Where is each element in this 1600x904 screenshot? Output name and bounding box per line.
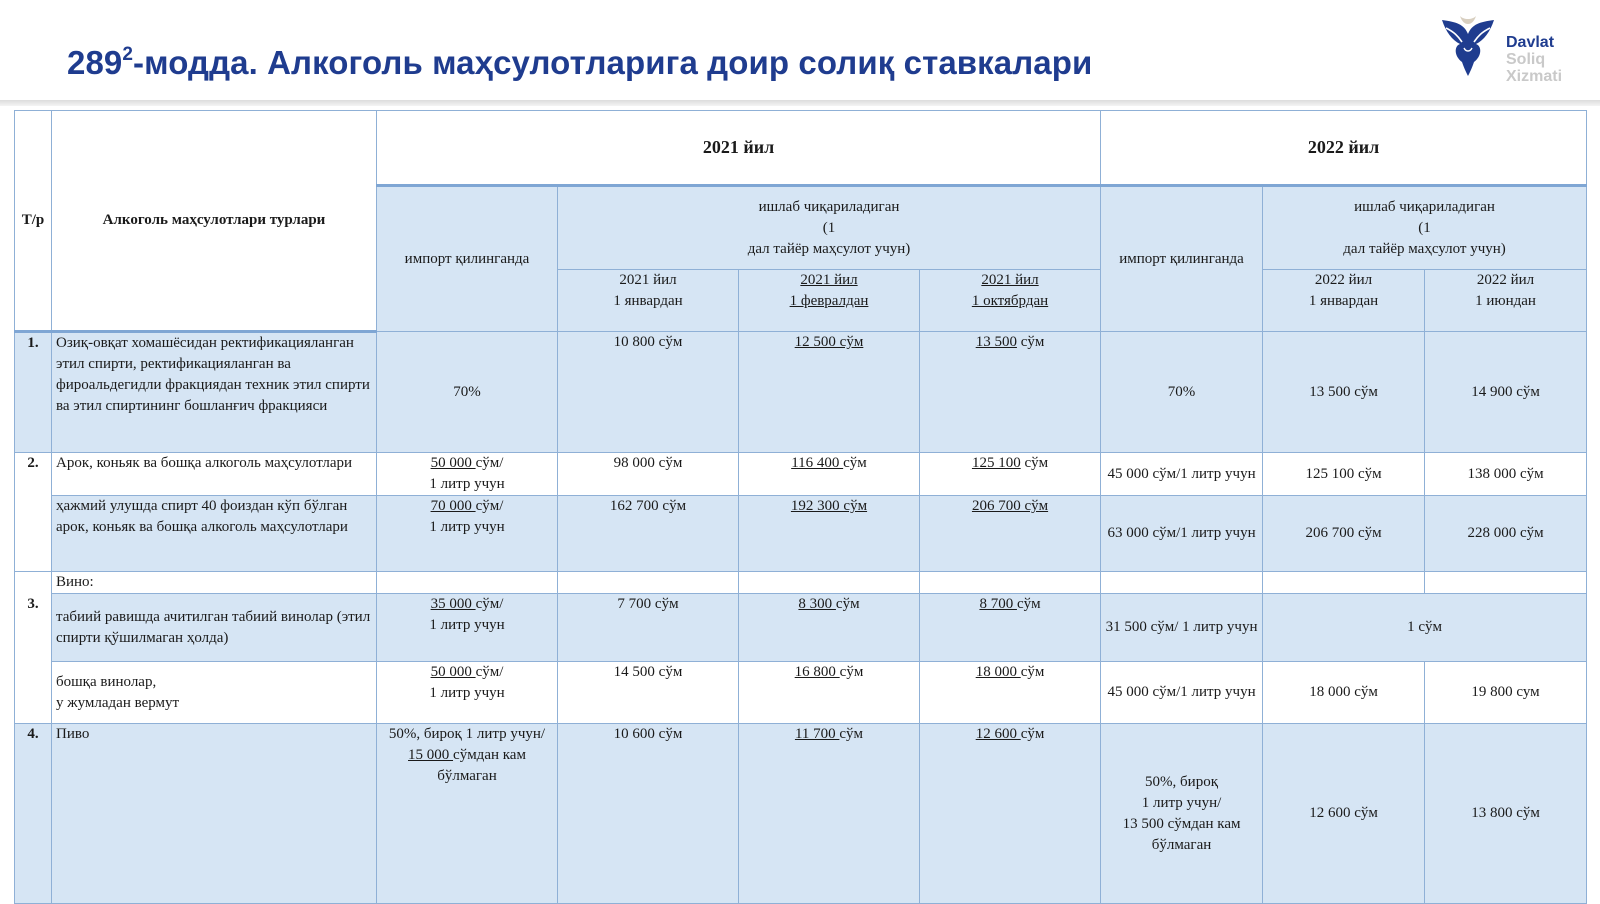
import-rate-2022: 45 000 сўм/1 литр учун <box>1101 662 1263 724</box>
import-rate-2022: 45 000 сўм/1 литр учун <box>1101 453 1263 496</box>
rate-2022-jan: 13 500 сўм <box>1263 332 1425 453</box>
rate-2021-jan: 10 800 сўм <box>558 332 739 453</box>
import-rate-2021: 70 000 сўм/ 1 литр учун <box>377 496 558 572</box>
table-row <box>15 496 1587 572</box>
row-num: 4. <box>15 724 52 904</box>
header-date-2022-jun: 2022 йил 1 июндан <box>1425 270 1587 332</box>
import-rate-2021: 50 000 сўм/ 1 литр учун <box>377 453 558 496</box>
product-name: табиий равишда ачитилган табиий винолар (этил спирти қўшилмаган ҳолда) <box>52 594 377 662</box>
import-rate-2021: 50 000 сўм/ 1 литр учун <box>377 662 558 724</box>
rate-2021-oct: 18 000 сўм <box>920 662 1101 724</box>
header-production-2021: ишлаб чиқариладиган (1 дал тайёр маҳсулот учун) <box>558 186 1101 270</box>
row-num: 3. <box>15 572 52 724</box>
section-label-wine: Вино: <box>52 572 377 594</box>
import-rate-2021: 35 000 сўм/ 1 литр учун <box>377 594 558 662</box>
import-rate-2021: 50%, бироқ 1 литр учун/ 15 000 сўмдан кам бўлмаган <box>377 724 558 904</box>
rate-2021-feb: 16 800 сўм <box>739 662 920 724</box>
rate-2022-jun: 228 000 сўм <box>1425 496 1587 572</box>
header-num: Т/р <box>15 111 52 332</box>
product-name: ҳажмий улушда спирт 40 фоиздан кўп бўлган арок, коньяк ва бошқа алкоголь маҳсулотлари <box>52 496 377 572</box>
table-row <box>15 332 1587 453</box>
table-row <box>15 572 1587 594</box>
product-name: Озиқ-овқат хомашёсидан ректификацияланган этил спирти, ректификацияланган ва фироальдегидли фракциядан техник этил спирти ва этил спиртининг бошланғич фракцияси <box>52 332 377 453</box>
logo-text <box>1506 34 1562 85</box>
rate-2022-jan: 125 100 сўм <box>1263 453 1425 496</box>
table-row <box>15 662 1587 724</box>
rate-2021-jan: 98 000 сўм <box>558 453 739 496</box>
header-production-2022: ишлаб чиқариладиган (1 дал тайёр маҳсулот учун) <box>1263 186 1587 270</box>
rate-2021-feb: 116 400 сўм <box>739 453 920 496</box>
header-date-2022-jan: 2022 йил 1 январдан <box>1263 270 1425 332</box>
rate-2021-oct: 13 500 сўм <box>920 332 1101 453</box>
import-rate-2022: 63 000 сўм/1 литр учун <box>1101 496 1263 572</box>
rate-2021-jan: 14 500 сўм <box>558 662 739 724</box>
header-product-type: Алкоголь маҳсулотлари турлари <box>52 111 377 332</box>
header-date-2021-jan: 2021 йил 1 январдан <box>558 270 739 332</box>
header-year-2022: 2022 йил <box>1101 111 1587 186</box>
row-num: 1. <box>15 332 52 453</box>
tax-rates-table <box>14 110 1587 904</box>
import-rate-2022: 70% <box>1101 332 1263 453</box>
import-rate-2022: 31 500 сўм/ 1 литр учун <box>1101 594 1263 662</box>
rate-2021-jan: 10 600 сўм <box>558 724 739 904</box>
rate-2021-jan: 162 700 сўм <box>558 496 739 572</box>
rate-2022-jun: 13 800 сўм <box>1425 724 1587 904</box>
rate-2022-merged: 1 сўм <box>1263 594 1587 662</box>
table-row <box>15 594 1587 662</box>
page-title: $289^2$-модда. Алкоголь маҳсулотларига доир солиқ ставкалари <box>67 44 1093 81</box>
header-divider <box>0 100 1600 106</box>
import-rate-2021: 70% <box>377 332 558 453</box>
rate-2022-jun: 138 000 сўм <box>1425 453 1587 496</box>
rate-2022-jan: 12 600 сўм <box>1263 724 1425 904</box>
rate-2022-jun: 14 900 сўм <box>1425 332 1587 453</box>
header-date-2021-oct: 2021 йил 1 октябрдан <box>920 270 1101 332</box>
header <box>0 0 1600 102</box>
rate-2021-feb: 12 500 сўм <box>739 332 920 453</box>
product-name: Пиво <box>52 724 377 904</box>
header-year-2021: 2021 йил <box>377 111 1101 186</box>
table-row <box>15 453 1587 496</box>
rate-2021-oct: 206 700 сўм <box>920 496 1101 572</box>
product-name: Арок, коньяк ва бошқа алкоголь маҳсулотлари <box>52 453 377 496</box>
logo-line-soliq: Soliq <box>1506 51 1546 68</box>
header-date-2021-feb: 2021 йил 1 февралдан <box>739 270 920 332</box>
rate-2021-oct: 125 100 сўм <box>920 453 1101 496</box>
table-row <box>15 724 1587 904</box>
rate-2022-jun: 19 800 сум <box>1425 662 1587 724</box>
logo-line-xizmati: Xizmati <box>1506 68 1563 85</box>
rate-2022-jan: 18 000 сўм <box>1263 662 1425 724</box>
header-import-2022: импорт қилинганда <box>1101 186 1263 332</box>
rate-2021-jan: 7 700 сўм <box>558 594 739 662</box>
rate-2021-feb: 11 700 сўм <box>739 724 920 904</box>
rate-2022-jan: 206 700 сўм <box>1263 496 1425 572</box>
rate-2021-oct: 12 600 сўм <box>920 724 1101 904</box>
rate-2021-feb: 192 300 сўм <box>739 496 920 572</box>
header-import-2021: импорт қилинганда <box>377 186 558 332</box>
product-name: бошқа винолар, у жумладан вермут <box>52 662 377 724</box>
logo-line-davlat: Davlat <box>1506 34 1555 51</box>
import-rate-2022: 50%, бироқ 1 литр учун/ 13 500 сўмдан кам бўлмаган <box>1101 724 1263 904</box>
row-num: 2. <box>15 453 52 572</box>
rate-2021-oct: 8 700 сўм <box>920 594 1101 662</box>
rate-2021-feb: 8 300 сўм <box>739 594 920 662</box>
